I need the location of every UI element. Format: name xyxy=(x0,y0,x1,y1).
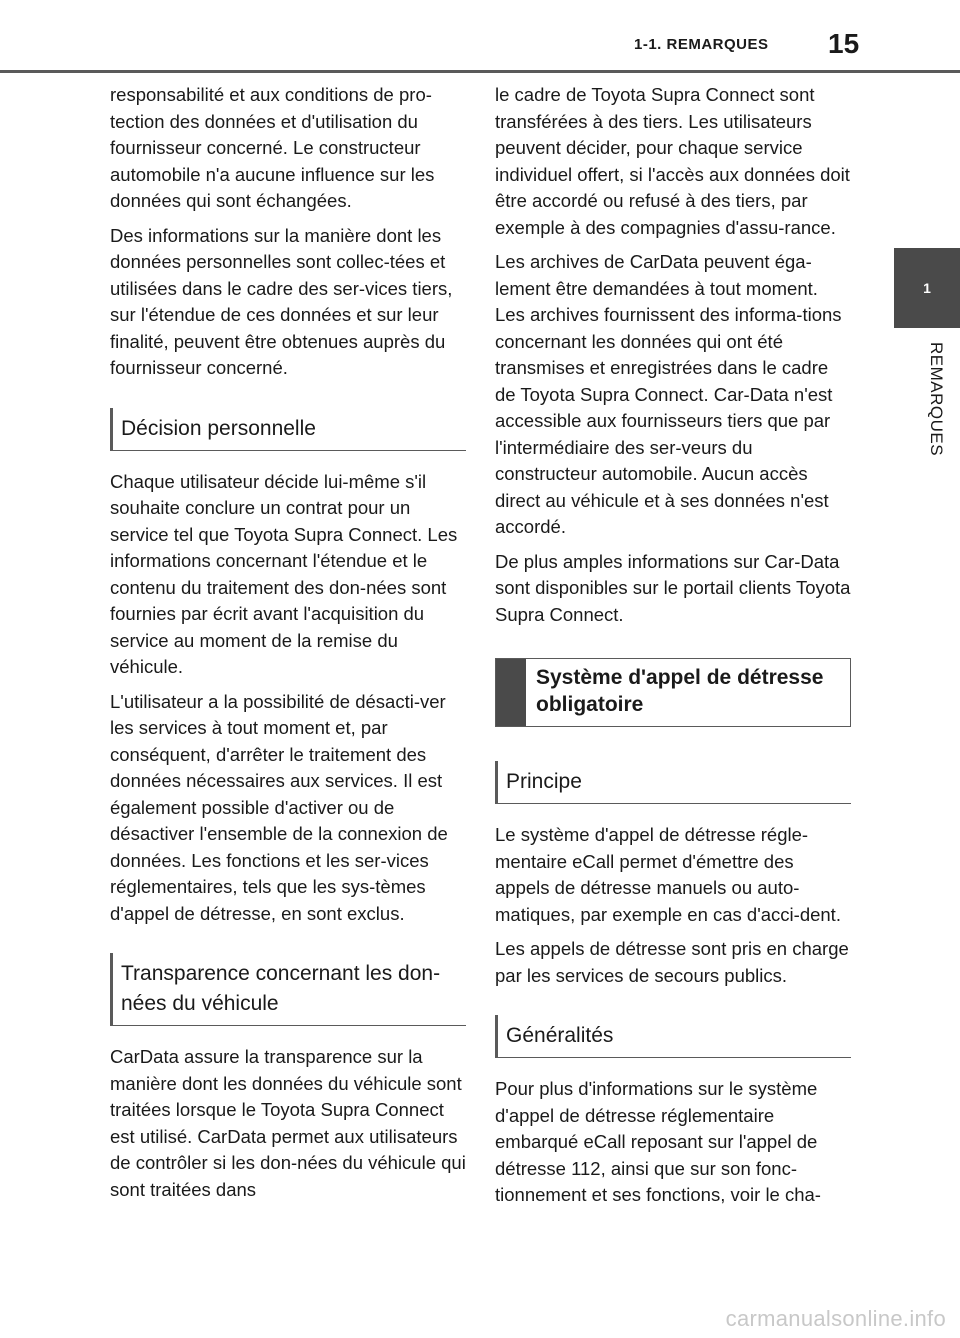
paragraph: Chaque utilisateur décide lui-même s'il souhaite conclure un contrat pour un service tel que Toyota Supra Connect. Les informations concernant l'étendue et le contenu du traitement des don-nées sont fournies par écrit avant l'acquisition du service au moment de la remise du véhicule. xyxy=(110,470,458,677)
section-heading-transparence: Transparence concernant les don-nées du véhicule xyxy=(110,953,466,1026)
chapter-tab-label: REMARQUES xyxy=(927,342,946,457)
paragraph: Les appels de détresse sont pris en charge par les services de secours publics. xyxy=(495,938,849,986)
section-heading-generalites: Généralités xyxy=(495,1015,851,1058)
paragraph: L'utilisateur a la possibilité de désacti-ver les services à tout moment et, par conséquent, d'arrêter le traitement des données nécessaires aux services. Il est également possible d'activer ou de désactiver l'ensemble de la connexion de données. Les fonctions et les ser-vices réglementaires, tels que les sys-tèmes d'appel de détresse, en sont exclus. xyxy=(110,690,448,924)
page-number: 15 xyxy=(828,28,860,59)
paragraph: Le système d'appel de détresse régle-mentaire eCall permet d'émettre des appels de détresse manuels ou auto-matiques, par exemple en cas d'acci-dent. xyxy=(495,824,841,925)
paragraph: responsabilité et aux conditions de pro-tection des données et d'utilisation du fournisseur concerné. Le constructeur automobile n'a aucune influence sur les données qui sont échangées. xyxy=(110,84,435,211)
section-heading-decision: Décision personnelle xyxy=(110,408,466,451)
boxed-heading-text: Système d'appel de détresse obligatoire xyxy=(536,666,824,716)
section-title: 1-1. REMARQUES xyxy=(634,36,769,53)
watermark: carmanualsonline.info xyxy=(725,1306,946,1331)
boxed-section-heading xyxy=(495,658,851,727)
paragraph: Des informations sur la manière dont les données personnelles sont collec-tées et utilisées dans le cadre des ser-vices tiers, sur l'étendue de ces données et sur leur finalité, peuvent être obtenues auprès du fournisseur concerné. xyxy=(110,224,453,378)
left-column xyxy=(110,82,466,1211)
heading-bar xyxy=(496,659,526,726)
chapter-tab: 1 xyxy=(894,248,960,328)
paragraph: le cadre de Toyota Supra Connect sont transférées à des tiers. Les utilisateurs peuvent décider, pour chaque service individuel offert, si l'accès aux données doit être accordé ou refusé à des tiers, par exemple à des compagnies d'assu-rance. xyxy=(495,84,850,238)
paragraph: De plus amples informations sur Car-Data sont disponibles sur le portail clients Toyota Supra Connect. xyxy=(495,550,851,625)
right-column xyxy=(495,82,851,1217)
paragraph: CarData assure la transparence sur la manière dont les données du véhicule sont traitées lorsque le Toyota Supra Connect est utilisé. CarData permet aux utilisateurs de contrôler si les don-nées du véhicule qui sont traitées dans xyxy=(110,1046,466,1200)
header-divider xyxy=(0,70,960,73)
paragraph: Les archives de CarData peuvent éga-lement être demandées à tout moment. Les archives fournissent des informa-tions concernant les données qui ont été transmises et enregistrées dans le cadre de Toyota Supra Connect. Car-Data n'est accessible aux fournisseurs tiers que par l'intermédiaire des ser-veurs du constructeur automobile. Aucun accès direct au véhicule et à ses données n'est accordé. xyxy=(495,251,842,537)
section-heading-principe: Principe xyxy=(495,761,851,804)
paragraph: Pour plus d'informations sur le système d'appel de détresse réglementaire embarqué eCall reposant sur l'appel de détresse 112, ainsi que sur son fonc-tionnement et ses fonctions, voir le cha- xyxy=(495,1078,821,1205)
